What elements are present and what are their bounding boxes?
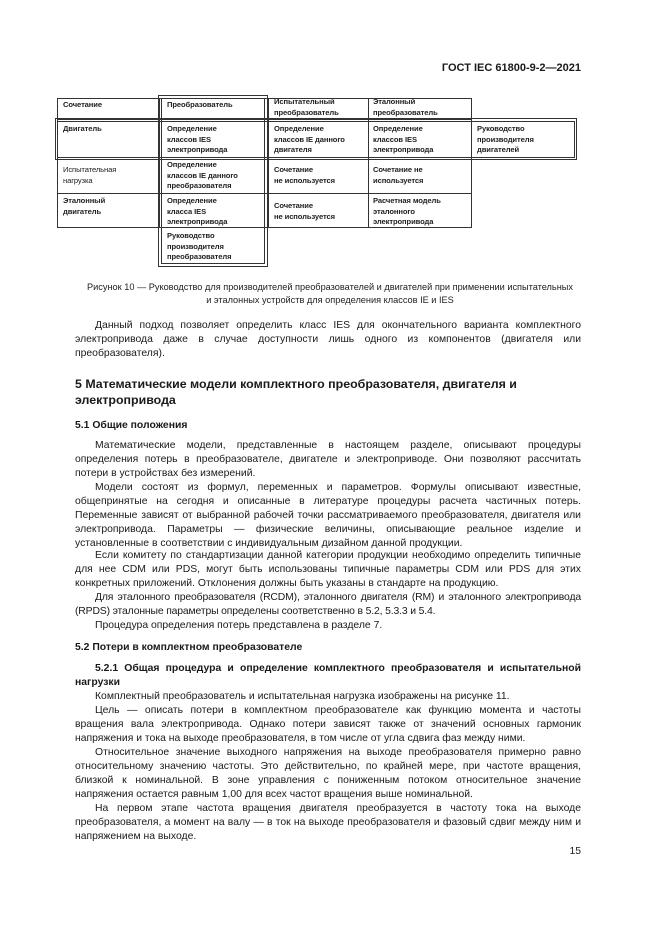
cell-test-load-test-converter: Сочетание не используется [274, 165, 335, 185]
cell-test-load-converter: Определение классов IE данного преобразователя [167, 160, 238, 190]
paragraph: Комплектный преобразователь и испытательная нагрузка изображены на рисунке 11. [95, 691, 510, 702]
cell-motor-label: Двигатель [63, 124, 102, 133]
cell-motor-test-converter: Определение классов IE данного двигателя [274, 124, 345, 154]
caption-line-2: и эталонных устройств для определения классов IE и IES [206, 295, 454, 305]
figure-10-matrix [57, 93, 577, 271]
paragraph: Относительное значение выходного напряжения на выходе преобразователя примерно равно относительному значению частоты. Это действительно, по крайней мере, при частоте вращения, близкой к номинальной. В зоне управления с пониженным потоком относительное значение напряжения остается равным 1,00 для всех частот вращения выше номинальной. [75, 747, 581, 800]
cell-converter-manufacturer-guide: Руководство производителя преобразователя [167, 231, 232, 261]
caption-line-1: Рисунок 10 — Руководство для производителей преобразователей и двигателей при применении испытательных [87, 282, 573, 292]
paragraph: Математические модели, представленные в настоящем разделе, описывают процедуры определения потерь в преобразователе, двигателе и электроприводе. Они позволяют рассчитать потери в устройствах без измерений. [75, 440, 581, 479]
cell-reference-motor-converter: Определение класса IES электропривода [167, 196, 228, 226]
cell-motor-manufacturer-guide: Руководство производителя двигателей [477, 124, 534, 154]
cell-motor-converter: Определение классов IES электропривода [167, 124, 228, 154]
cell-motor-reference-converter: Определение классов IES электропривода [373, 124, 434, 154]
cell-reference-motor-test-converter: Сочетание не используется [274, 201, 335, 221]
section-5-2-1-title: 5.2.1 Общая процедура и определение комплектного преобразователя и испытательной нагрузки [75, 663, 581, 688]
section-5-1-title: 5.1 Общие положения [75, 420, 188, 431]
cell-reference-motor-label: Эталонный двигатель [63, 196, 106, 216]
cell-test-converter-header: Испытательный преобразователь [274, 97, 339, 117]
document-code: ГОСТ IEC 61800-9-2—2021 [441, 62, 581, 74]
section-5-title: 5 Математические модели комплектного преобразователя, двигателя и электропривода [75, 377, 517, 407]
paragraph: Если комитету по стандартизации данной категории продукции необходимо определить типичные для нее CDM или PDS, могут быть использованы типичные параметры CDM или PDS для этих конкретных приложений. Отклонения должны быть указаны в стандарте на продукцию. [75, 550, 581, 589]
paragraph: Данный подход позволяет определить класс IES для окончательного варианта комплектного электропривода даже в случае доступности лишь одного из компонентов (двигателя или преобразователя). [75, 320, 581, 359]
paragraph: На первом этапе частота вращения двигателя преобразуется в частоту тока на выходе преобразователя, а момент на валу — в ток на выходе преобразователя и фазовый сдвиг между ним и напряжением на выходе. [75, 803, 581, 842]
paragraph: Модели состоят из формул, переменных и параметров. Формулы описывают известные, общепринятые на сегодня и описанные в литературе процедуры расчета частичных потерь. Переменные зависят от выбранной рабочей точки рассматриваемого преобразователя, двигателя или электропривода. Параметры — физические величины, описывающие реальное изделие и установленные в соответствии с индивидуальным дизайном данной продукции. [75, 482, 581, 549]
section-5-2-title: 5.2 Потери в комплектном преобразователе [75, 642, 303, 653]
cell-reference-converter-header: Эталонный преобразователь [373, 97, 438, 117]
cell-test-load-label: Испытательная нагрузка [63, 165, 117, 185]
paragraph: Для эталонного преобразователя (RCDM), эталонного двигателя (RM) и эталонного электропривода (RPDS) эталонные параметры определены соответственно в 5.2, 5.3.3 и 5.4. [75, 592, 581, 617]
paragraph: Процедура определения потерь представлена в разделе 7. [95, 620, 383, 631]
cell-reference-motor-reference-converter: Расчетная модель эталонного электропривода [373, 196, 441, 226]
cell-combination-header: Сочетание [63, 100, 102, 109]
page-number: 15 [569, 846, 581, 857]
figure-caption [50, 281, 610, 307]
paragraph: Цель — описать потери в комплектном преобразователе как функцию момента и частоты вращения вала электропривода. Однако потери зависят также от значений основных гармоник напряжения и тока на выходе преобразователя, в том числе от угла сдвига фаз между ними. [75, 705, 581, 744]
cell-converter-header: Преобразователь [167, 100, 233, 109]
cell-test-load-reference-converter: Сочетание не используется [373, 165, 424, 185]
